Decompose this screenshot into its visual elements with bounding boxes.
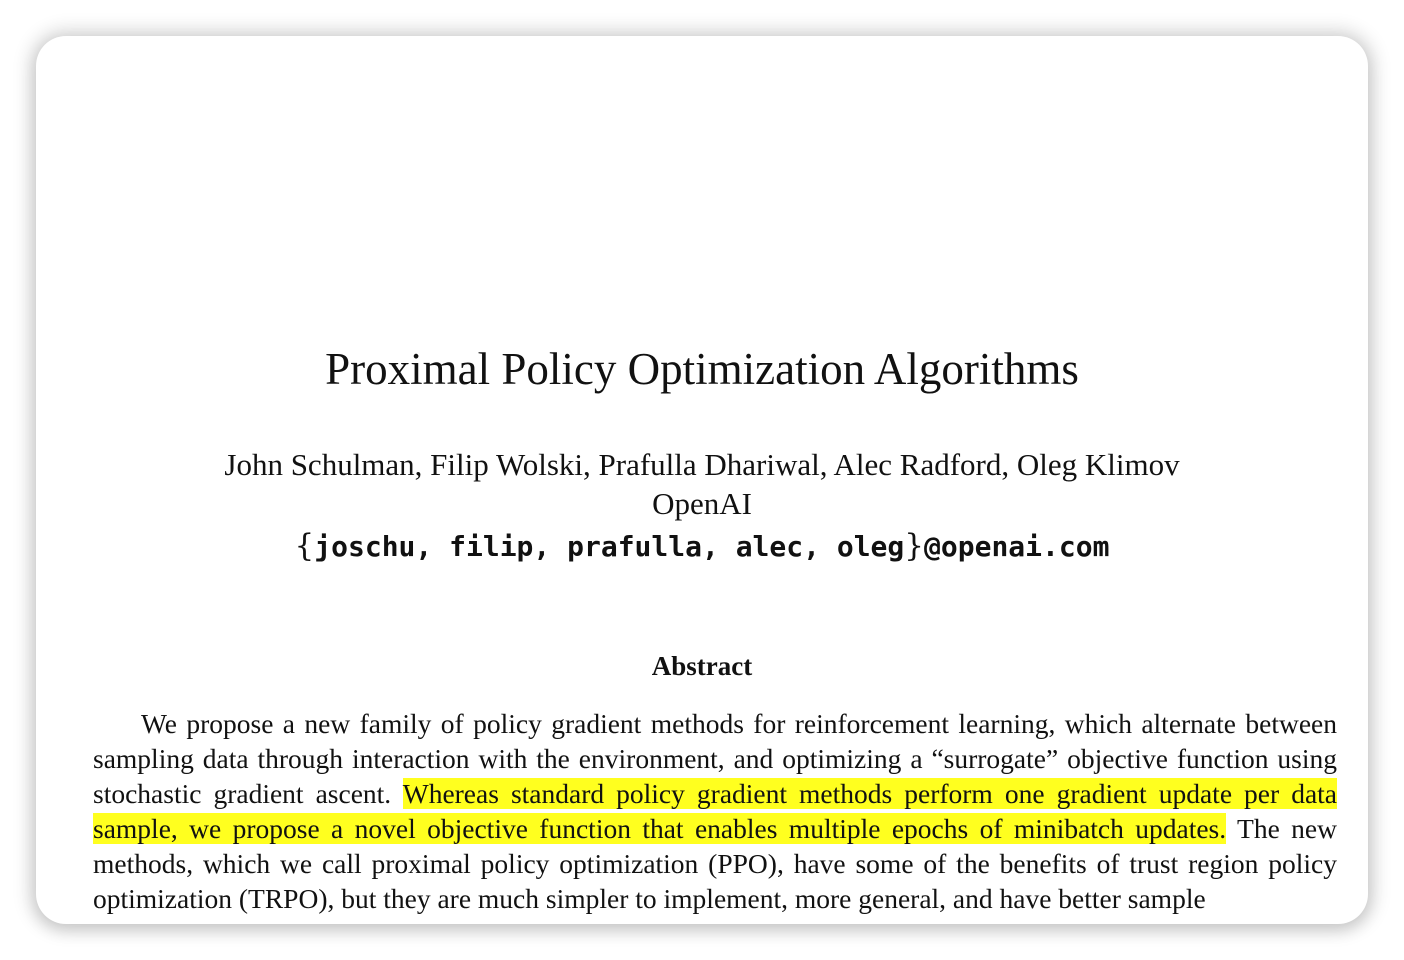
abstract-heading: Abstract — [651, 651, 753, 681]
email-close-brace: } — [904, 528, 925, 564]
email-names: joschu, filip, prafulla, alec, oleg — [314, 530, 905, 563]
affiliation: OpenAI — [652, 486, 752, 521]
author-emails — [36, 527, 1368, 566]
author-list: John Schulman, Filip Wolski, Prafulla Dhariwal, Alec Radford, Oleg Klimov — [224, 447, 1180, 482]
pdf-page-card[interactable] — [36, 36, 1368, 924]
abstract-text-after-highlight: The new methods, which we call proximal policy optimization (PPO), have some of the benefits of trust region policy optimization (TRPO), but they are much simpler to implement, more general, and have better sample — [93, 813, 1337, 914]
paper-title: Proximal Policy Optimization Algorithms — [325, 344, 1079, 394]
paper-page — [36, 36, 1368, 924]
abstract-text-before-highlight: We propose a new family of policy gradient methods for reinforcement learning, which alternate between sampling data through interaction with the environment, and optimizing a “surrogate” objective function using stochastic gradient ascent. — [93, 708, 1337, 809]
email-open-brace: { — [294, 528, 315, 564]
email-domain: @openai.com — [924, 530, 1110, 563]
abstract-highlighted-text[interactable]: Whereas standard policy gradient methods perform one gradient update per data sample, we propose a novel objective function that enables multiple epochs of minibatch updates. — [93, 778, 1337, 844]
abstract-body — [93, 706, 1337, 916]
